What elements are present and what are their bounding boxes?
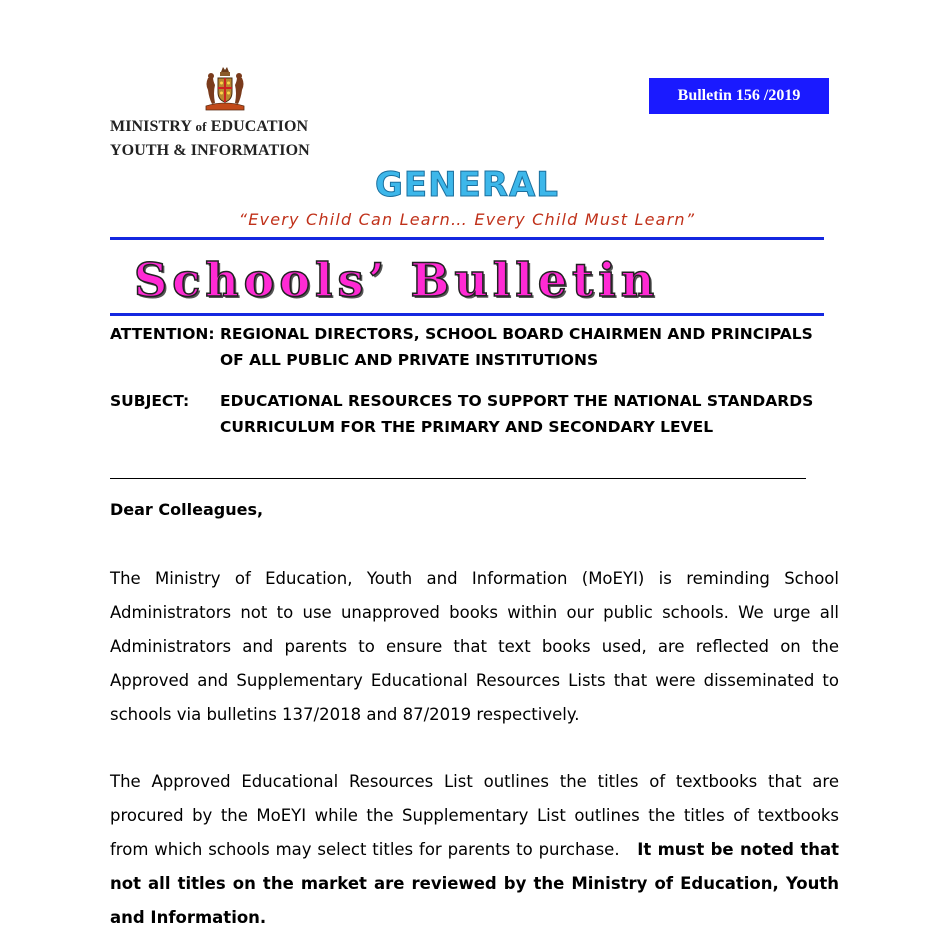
bulletin-number-badge: Bulletin 156 /2019 — [649, 78, 829, 114]
subject-label: SUBJECT: — [110, 392, 190, 410]
ministry-line-2: YOUTH & INFORMATION — [110, 142, 310, 159]
subject-value: EDUCATIONAL RESOURCES TO SUPPORT THE NATIONAL STANDARDS CURRICULUM FOR THE PRIMARY AND SECONDARY LEVEL — [220, 392, 814, 436]
paragraph-1: The Ministry of Education, Youth and Information (MoEYI) is reminding School Administrators not to use unapproved books within our public schools. We urge all Administrators and parents to ensure that text books used, are reflected on the Approved and Supplementary Educational Resources Lists that were disseminated to schools via bulletins 137/2018 and 87/2019 respectively. — [110, 569, 839, 724]
masthead-bottom-rule — [110, 313, 824, 316]
coat-of-arms-logo — [200, 66, 250, 114]
schools-bulletin-title: Schools’ Bulletin — [134, 253, 660, 307]
paragraph-2-emphasis: It must be noted that not all titles on the market are reviewed by the Ministry of Education, Youth and Information. — [110, 840, 839, 927]
masthead-top-rule — [110, 237, 824, 240]
separator-line — [110, 478, 806, 479]
attention-label: ATTENTION: — [110, 325, 215, 343]
ministry-name — [110, 115, 310, 163]
attention-value: REGIONAL DIRECTORS, SCHOOL BOARD CHAIRMEN AND PRINCIPALS OF ALL PUBLIC AND PRIVATE INSTITUTIONS — [220, 325, 813, 369]
ministry-of-word: of — [195, 119, 207, 134]
greeting: Dear Colleagues, — [110, 500, 264, 519]
education-word: EDUCATION — [210, 118, 309, 135]
paragraph-2-text: The Approved Educational Resources List outlines the titles of textbooks that are procured by the MoEYI while the Supplementary List outlines the titles of textbooks from which schools may select titles for parents to purchase. — [110, 772, 839, 859]
ministry-line-1 — [110, 115, 310, 139]
paragraph-2 — [110, 765, 839, 935]
ministry-word: MINISTRY — [110, 118, 192, 135]
motto: “Every Child Can Learn… Every Child Must Learn” — [238, 210, 696, 229]
general-heading: GENERAL — [375, 165, 559, 205]
